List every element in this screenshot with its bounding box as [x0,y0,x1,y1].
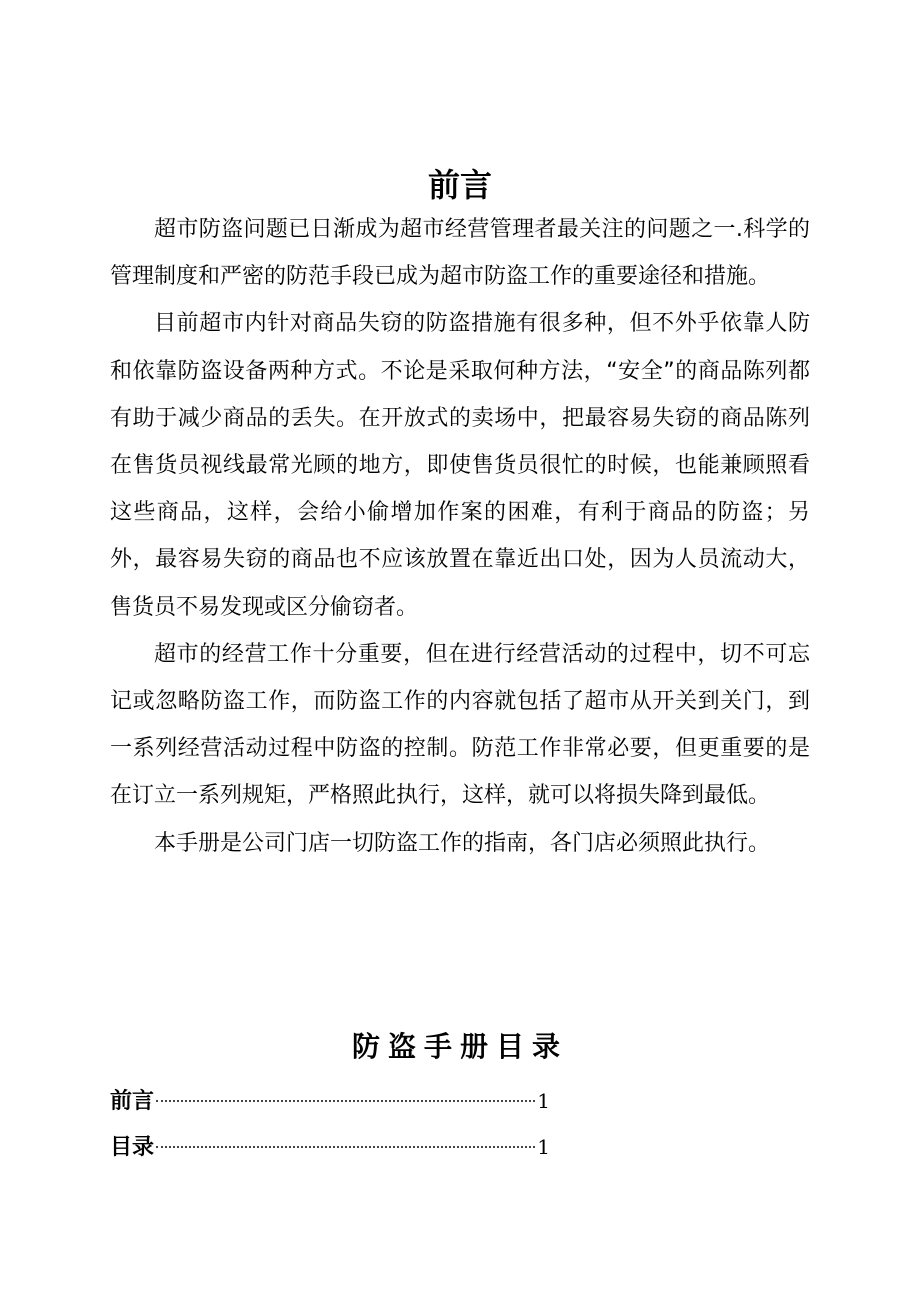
preface-paragraph: 超市的经营工作十分重要，但在进行经营活动的过程中，切不可忘记或忽略防盗工作，而防盗工作的内容就包括了超市从开关到关门，到一系列经营活动过程中防盗的控制。防范工作非常必要，但更重要的是在订立一系列规矩，严格照此执行，这样，就可以将损失降到最低。 [110,641,810,809]
toc-entry-page-number: 1 [537,1135,550,1159]
toc-title: 防盗手册目录 [351,1030,568,1063]
toc-entry-label: 目录 [110,1135,155,1160]
preface-paragraph: 超市防盗问题已日渐成为超市经营管理者最关注的问题之一.科学的管理制度和严密的防范手段已成为超市防盗工作的重要途径和措施。 [110,217,810,290]
preface-paragraph: 目前超市内针对商品失窃的防盗措施有很多种，但不外乎依靠人防和依靠防盗设备两种方式。不论是采取何种方法，“安全”的商品陈列都有助于减少商品的丢失。在开放式的卖场中，把最容易失窃的商品陈列在售货员视线最常光顾的地方，即使售货员很忙的时候，也能兼顾照看这些商品，这样，会给小偷增加作案的困难，有利于商品的防盗；另外，最容易失窃的商品也不应该放置在靠近出口处，因为人员流动大，售货员不易发现或区分偷窃者。 [110,311,810,620]
toc-entry-preface[interactable] [110,1078,550,1124]
toc-dot-leader [156,1146,535,1148]
toc-dot-leader [156,1100,535,1102]
toc-entry-page-number: 1 [537,1089,550,1113]
preface-title: 前言 [427,166,492,204]
preface-body [110,206,810,867]
toc-entry-contents[interactable] [110,1124,550,1170]
preface-paragraph: 本手册是公司门店一切防盗工作的指南，各门店必须照此执行。 [154,830,771,856]
toc-entry-label: 前言 [110,1089,155,1114]
table-of-contents [110,1078,550,1170]
